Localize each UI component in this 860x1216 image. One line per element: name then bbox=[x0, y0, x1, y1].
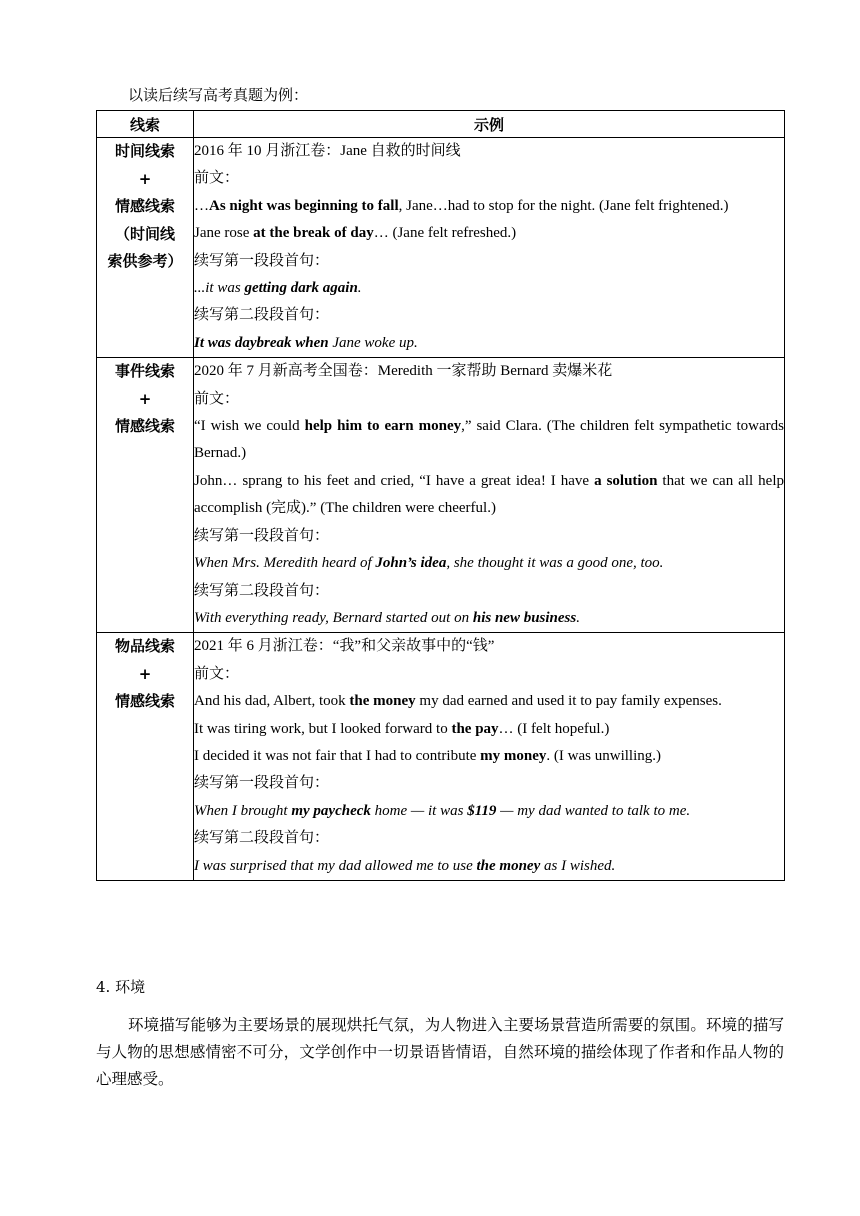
clue-label bbox=[97, 358, 194, 633]
preceding-text-line: “I wish we could help him to earn money,” said Clara. (The children felt sympathetic towards Bernad.) bbox=[194, 418, 784, 462]
first-paragraph-label: 续写第一段段首句： bbox=[194, 527, 330, 544]
preceding-text-label: 前文： bbox=[194, 390, 240, 407]
clue-label-line: 时间线索 bbox=[114, 142, 175, 160]
header-example: 示例 bbox=[194, 111, 785, 138]
clue-label-line: + bbox=[138, 169, 152, 188]
first-paragraph-sentence: When Mrs. Meredith heard of John’s idea, she thought it was a good one, too. bbox=[194, 555, 664, 572]
second-paragraph-sentence: I was surprised that my dad allowed me to use the money as I wished. bbox=[194, 857, 616, 874]
preceding-text-line: I decided it was not fair that I had to contribute my money. (I was unwilling.) bbox=[194, 747, 661, 764]
clue-label-line: 情感线索 bbox=[114, 417, 175, 436]
first-paragraph-sentence: When I brought my paycheck home — it was $119 — my dad wanted to talk to me. bbox=[194, 802, 691, 819]
second-paragraph-label: 续写第二段段首句： bbox=[194, 582, 330, 599]
clue-label-line: 物品线索 bbox=[114, 637, 175, 656]
intro-text: 以读后续写高考真题为例： bbox=[128, 86, 309, 104]
table-header-row bbox=[97, 111, 785, 138]
clue-label-line: 事件线索 bbox=[114, 362, 175, 381]
table-row bbox=[97, 358, 785, 633]
section-title: 4. 环境 bbox=[96, 978, 146, 996]
preceding-text-line: It was tiring work, but I looked forward to the pay… (I felt hopeful.) bbox=[194, 720, 610, 737]
second-paragraph-sentence: It was daybreak when Jane woke up. bbox=[194, 334, 418, 351]
example-cell bbox=[194, 138, 785, 358]
table-row bbox=[97, 633, 785, 881]
header-clue: 线索 bbox=[97, 111, 194, 138]
example-source: 2016 年 10 月浙江卷：Jane 自救的时间线 bbox=[194, 143, 461, 159]
clue-label-line: 情感线索 bbox=[114, 692, 175, 711]
clue-table bbox=[96, 110, 785, 881]
preceding-text-label: 前文： bbox=[194, 170, 240, 187]
clue-label bbox=[97, 138, 194, 358]
second-paragraph-sentence: With everything ready, Bernard started out on his new business. bbox=[194, 609, 580, 626]
first-paragraph-sentence: ...it was getting dark again. bbox=[194, 280, 362, 297]
clue-label-line: + bbox=[138, 664, 152, 683]
first-paragraph-label: 续写第一段段首句： bbox=[194, 252, 330, 269]
example-cell bbox=[194, 358, 785, 633]
clue-label-line: （时间线 bbox=[114, 224, 175, 243]
clue-label-line: + bbox=[138, 389, 152, 408]
second-paragraph-label: 续写第二段段首句： bbox=[194, 830, 330, 847]
clue-label-line: 索供参考） bbox=[107, 252, 183, 270]
first-paragraph-label: 续写第一段段首句： bbox=[194, 775, 330, 792]
preceding-text-line: …As night was beginning to fall, Jane…had to stop for the night. (Jane felt frightened.) bbox=[194, 197, 729, 214]
example-source: 2020 年 7 月新高考全国卷：Meredith 一家帮助 Bernard 卖爆米花 bbox=[194, 363, 613, 380]
second-paragraph-label: 续写第二段段首句： bbox=[194, 307, 330, 324]
section-body: 环境描写能够为主要场景的展现烘托气氛，为人物进入主要场景营造所需要的氛围。环境的描写与人物的思想感情密不可分，文学创作中一切景语皆情语，自然环境的描绘体现了作者和作品人物的心理感受。 bbox=[96, 1016, 784, 1088]
preceding-text-label: 前文： bbox=[194, 665, 240, 682]
example-source: 2021 年 6 月浙江卷：“我”和父亲故事中的“钱” bbox=[194, 638, 495, 655]
clue-label bbox=[97, 633, 194, 881]
preceding-text-line: John… sprang to his feet and cried, “I have a great idea! I have a solution that we can all help accomplish (完成).” (The children were cheerful.) bbox=[194, 472, 784, 517]
clue-label-line: 情感线索 bbox=[114, 197, 175, 215]
example-cell bbox=[194, 633, 785, 881]
preceding-text-line: And his dad, Albert, took the money my dad earned and used it to pay family expenses. bbox=[194, 693, 722, 710]
table-row bbox=[97, 138, 785, 358]
preceding-text-line: Jane rose at the break of day… (Jane felt refreshed.) bbox=[194, 225, 517, 242]
